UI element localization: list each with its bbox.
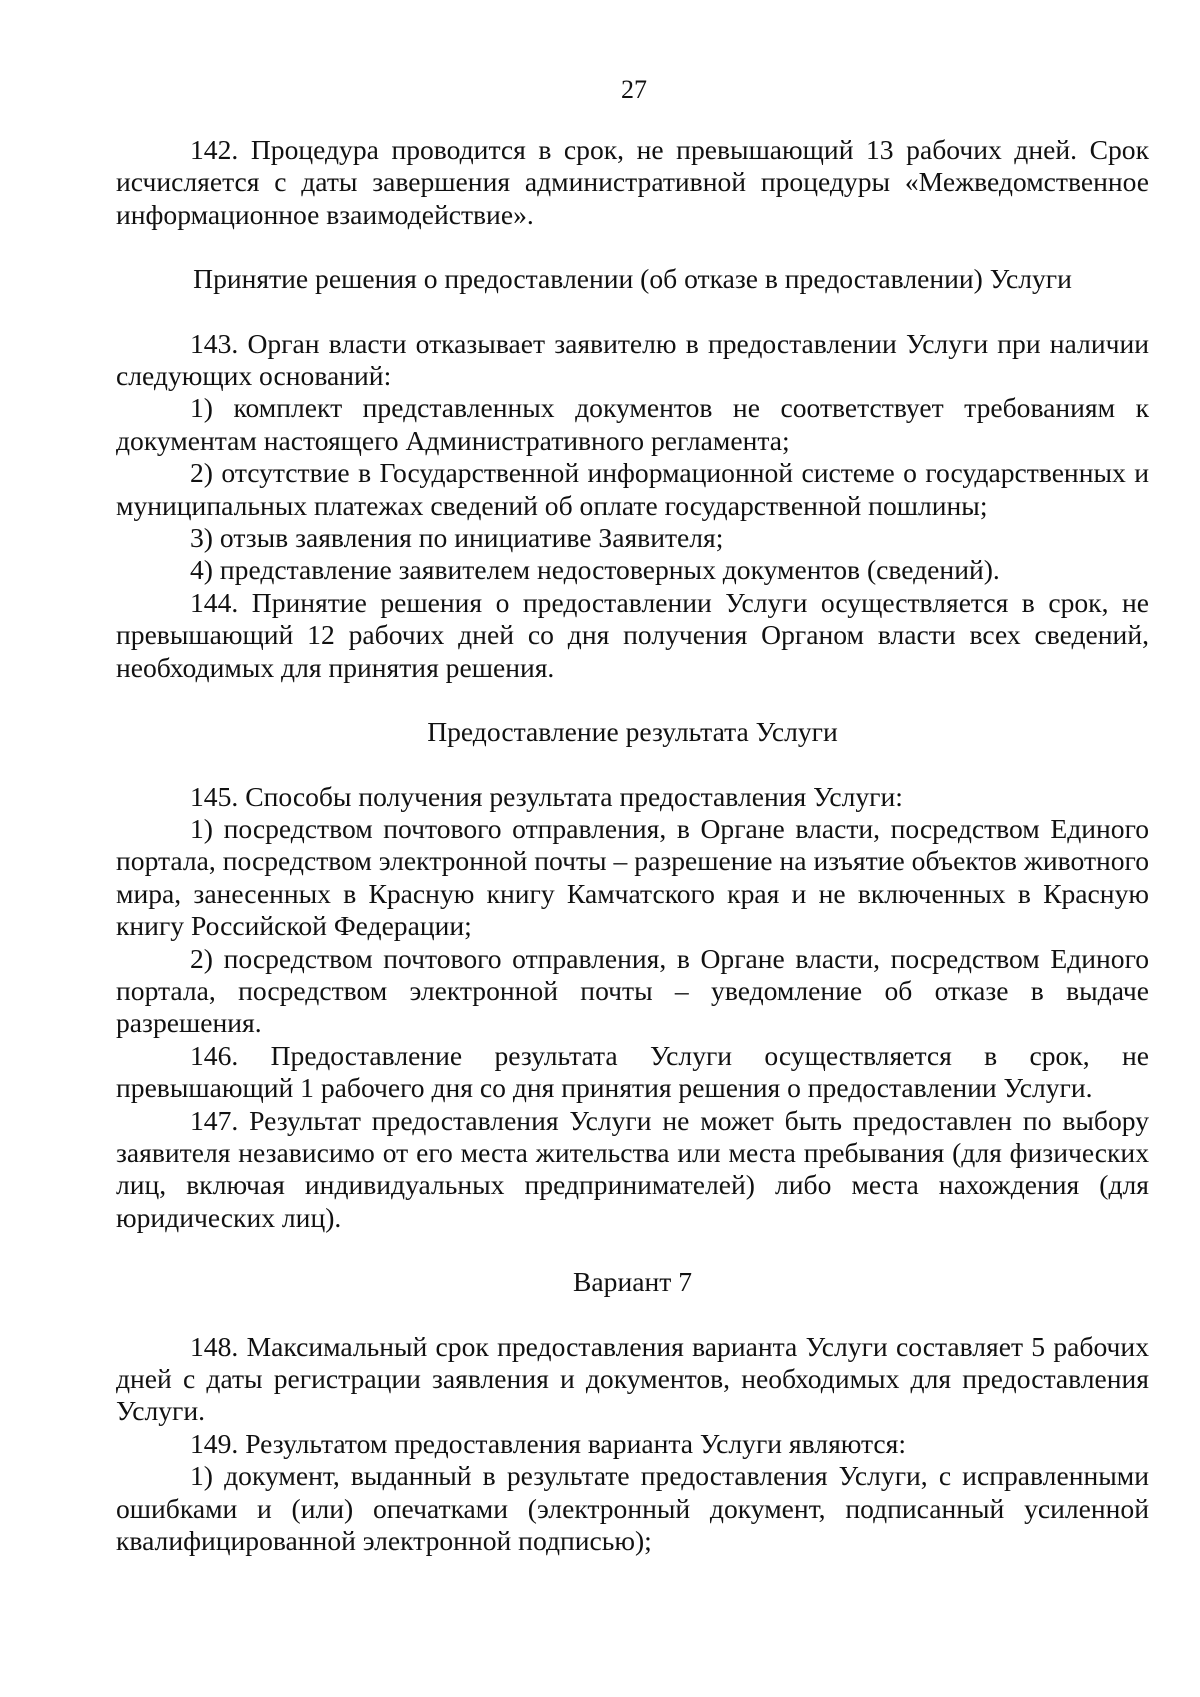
section-heading-decision: Принятие решения о предоставлении (об отказе в предоставлении) Услуги xyxy=(193,263,1072,295)
section-heading-result: Предоставление результата Услуги xyxy=(427,716,838,748)
paragraph-144: 144. Принятие решения о предоставлении Услуги осуществляется в срок, не превышающий 12 рабочих дней со дня получения Органом власти всех сведений, необходимых для принятия решения. xyxy=(116,586,1149,683)
paragraph-146: 146. Предоставление результата Услуги осуществляется в срок, не превышающий 1 рабочего дня со дня принятия решения о предоставлении Услуги. xyxy=(116,1039,1149,1104)
paragraph-143: 143. Орган власти отказывает заявителю в предоставлении Услуги при наличии следующих оснований: xyxy=(116,327,1149,392)
page-number: 27 xyxy=(621,75,647,104)
paragraph-142: 142. Процедура проводится в срок, не превышающий 13 рабочих дней. Срок исчисляется с даты завершения административной процедуры «Межведомственное информационное взаимодействие». xyxy=(116,134,1149,230)
list-item-143-2: 2) отсутствие в Государственной информационной системе о государственных и муниципальных платежах сведений об оплате государственной пошлины; xyxy=(116,457,1149,521)
section-heading-variant-7: Вариант 7 xyxy=(573,1266,692,1298)
paragraph-149: 149. Результатом предоставления варианта Услуги являются: xyxy=(190,1427,907,1459)
paragraph-148: 148. Максимальный срок предоставления варианта Услуги составляет 5 рабочих дней с даты регистрации заявления и документов, необходимых для предоставления Услуги. xyxy=(116,1330,1149,1427)
paragraph-145: 145. Способы получения результата предоставления Услуги: xyxy=(190,780,903,812)
list-item-143-4: 4) представление заявителем недостоверных документов (сведений). xyxy=(190,554,1000,586)
document-body xyxy=(116,134,1149,1557)
list-item-145-1: 1) посредством почтового отправления, в Органе власти, посредством Единого портала, посредством электронной почты – разрешение на изъятие объектов животного мира, занесенных в Красную книгу Камчатского края и не включенных в Красную книгу Российской Федерации; xyxy=(116,812,1149,942)
list-item-149-1: 1) документ, выданный в результате предоставления Услуги, с исправленными ошибками и (или) опечатками (электронный документ, подписанный усиленной квалифицированной электронной подписью); xyxy=(116,1460,1149,1557)
paragraph-147: 147. Результат предоставления Услуги не может быть предоставлен по выбору заявителя независимо от его места жительства или места пребывания (для физических лиц, включая индивидуальных предпринимателей) либо места нахождения (для юридических лиц). xyxy=(116,1104,1149,1233)
list-item-143-3: 3) отзыв заявления по инициативе Заявителя; xyxy=(190,522,724,554)
list-item-145-2: 2) посредством почтового отправления, в Органе власти, посредством Единого портала, посредством электронной почты – уведомление об отказе в выдаче разрешения. xyxy=(116,942,1149,1039)
list-item-143-1: 1) комплект представленных документов не соответствует требованиям к документам настоящего Административного регламента; xyxy=(116,392,1149,456)
